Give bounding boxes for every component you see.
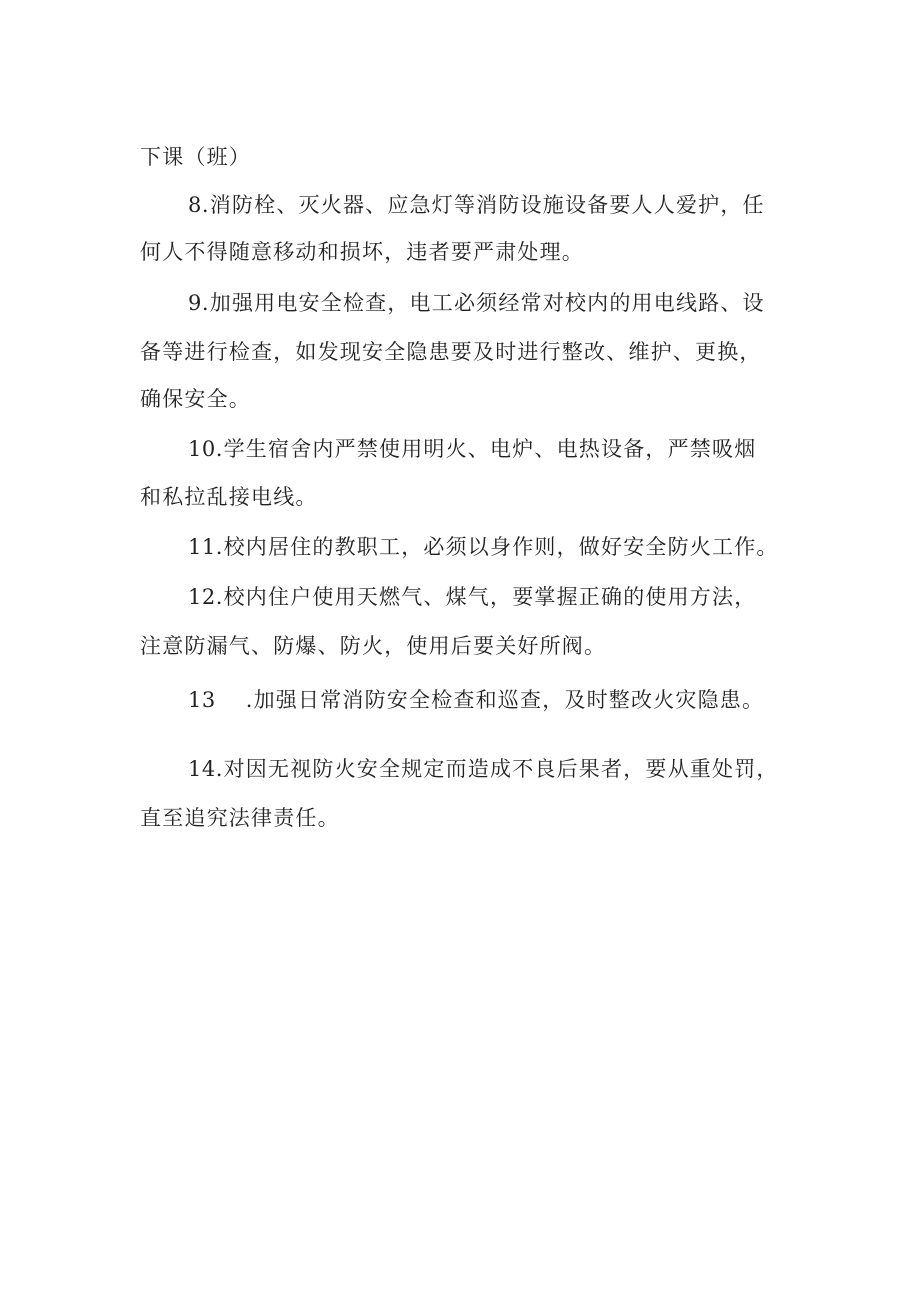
item-14-line-1: [188, 754, 779, 784]
item-text: .加强用电安全检查，电工必须经常对校内的用电线路、设: [201, 291, 765, 315]
item-9-line-1: [188, 288, 765, 318]
item-number: 14: [188, 757, 216, 781]
item-9-line-3: 确保安全。: [140, 387, 251, 411]
item-8-line-2: 何人不得随意移动和损坏，违者要严肃处理。: [140, 240, 584, 264]
item-text: .校内居住的教职工，必须以身作则，做好安全防火工作。: [215, 535, 779, 559]
item-9-line-2: 备等进行检查，如发现安全隐患要及时进行整改、维护、更换，: [140, 340, 762, 364]
item-text: .校内住户使用天燃气、煤气，要掌握正确的使用方法，: [215, 585, 757, 609]
item-text: .消防栓、灭火器、应急灯等消防设施设备要人人爱护，任: [201, 193, 765, 217]
item-text: .加强日常消防安全检查和巡查，及时整改火灾隐患。: [245, 688, 765, 712]
item-number: 12: [188, 585, 216, 609]
item-10-line-2: 和私拉乱接电线。: [140, 485, 318, 509]
item-14-line-2: 直至追究法律责任。: [140, 806, 340, 830]
continuation-line: 下课（班）: [140, 145, 251, 169]
item-number: 8: [188, 193, 202, 217]
item-text: .学生宿舍内严禁使用明火、电炉、电热设备，严禁吸烟: [215, 437, 757, 461]
item-11-line-1: [188, 532, 779, 562]
item-number: 10: [188, 437, 216, 461]
item-number: 13: [188, 688, 216, 712]
item-10-line-1: [188, 434, 756, 464]
item-12-line-1: [188, 582, 756, 612]
item-number: 9: [188, 291, 202, 315]
item-8-line-1: [188, 190, 765, 220]
item-13-line-1: [188, 685, 764, 715]
item-12-line-2: 注意防漏气、防爆、防火，使用后要关好所阀。: [140, 634, 607, 658]
item-text: .对因无视防火安全规定而造成不良后果者，要从重处罚，: [215, 757, 779, 781]
item-number: 11: [188, 535, 216, 559]
